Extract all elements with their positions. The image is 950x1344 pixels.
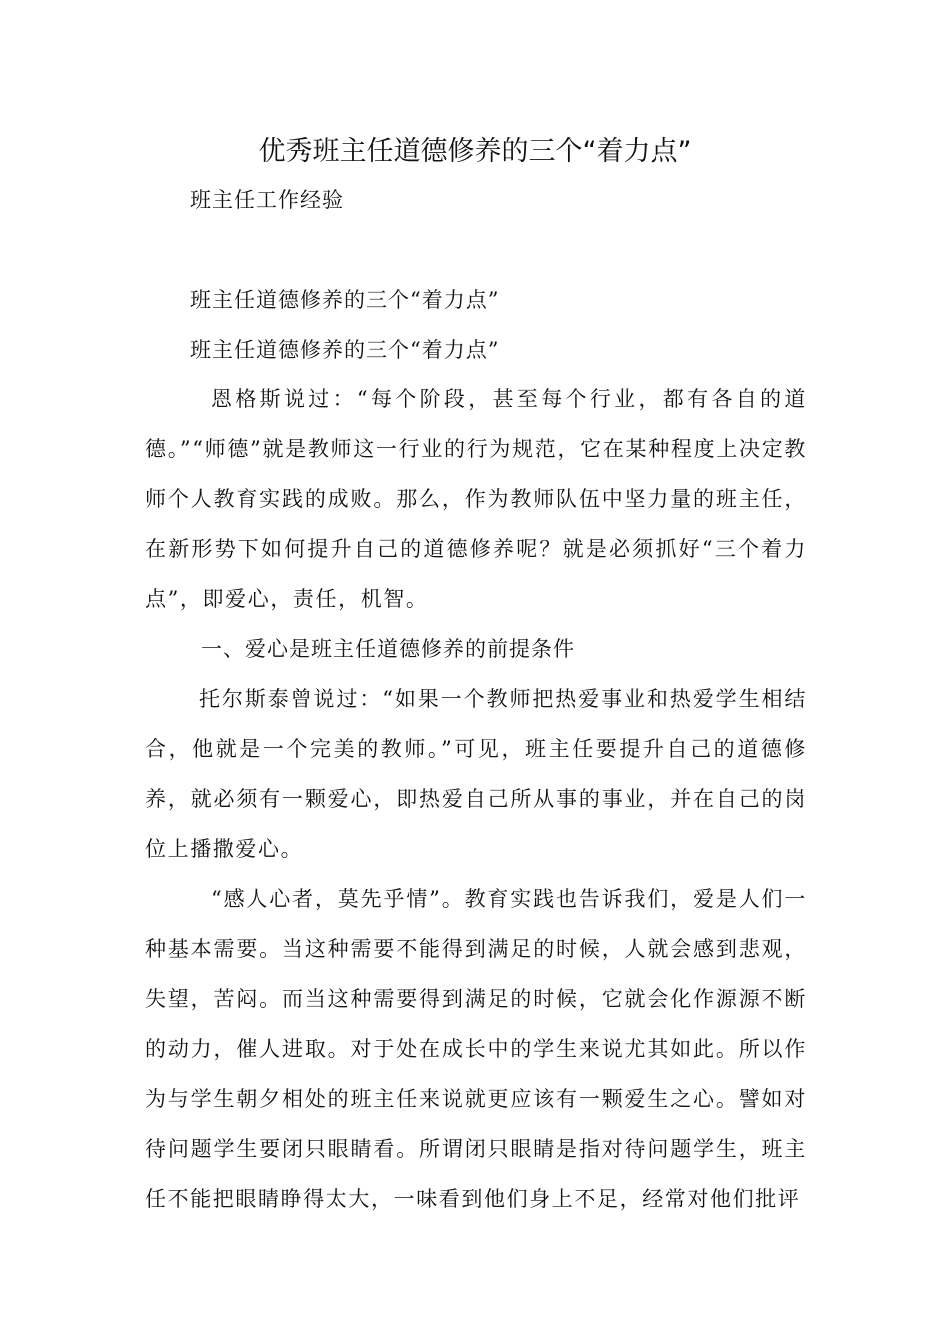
repeated-title-2: 班主任道德修养的三个“着力点” [190, 338, 500, 362]
document-title: 优秀班主任道德修养的三个“着力点” [258, 136, 692, 167]
paragraph-tolstoy: 托尔斯泰曾说过：“如果一个教师把热爱事业和热爱学生相结合，他就是一个完美的教师。”可见，班主任要提升自己的道德修养，就必须有一颗爱心，即热爱自己所从事的事业，并在自己的岗位上播撒爱心。 [145, 687, 807, 861]
repeated-title-1: 班主任道德修养的三个“着力点” [190, 288, 500, 312]
document-subtitle: 班主任工作经验 [190, 188, 344, 212]
section-heading-love: 一、爱心是班主任道德修养的前提条件 [201, 637, 575, 661]
paragraph-emotion: “感人心者，莫先乎情”。教育实践也告诉我们，爱是人们一种基本需要。当这种需要不能得到满足的时候，人就会感到悲观，失望，苦闷。而当这种需要得到满足的时候，它就会化作源源不断的动力，催人进取。对于处在成长中的学生来说尤其如此。所以作为与学生朝夕相处的班主任来说就更应该有一颗爱生之心。譬如对待问题学生要闭只眼睛看。所谓闭只眼睛是指对待问题学生，班主任不能把眼睛睁得太大，一味看到他们身上不足，经常对他们批评 [145, 887, 807, 1211]
paragraph-intro: 恩格斯说过：“每个阶段，甚至每个行业，都有各自的道德。”“师德”就是教师这一行业的行为规范，它在某种程度上决定教师个人教育实践的成败。那么，作为教师队伍中坚力量的班主任，在新形势下如何提升自己的道德修养呢？就是必须抓好“三个着力点”，即爱心，责任，机智。 [145, 387, 807, 611]
